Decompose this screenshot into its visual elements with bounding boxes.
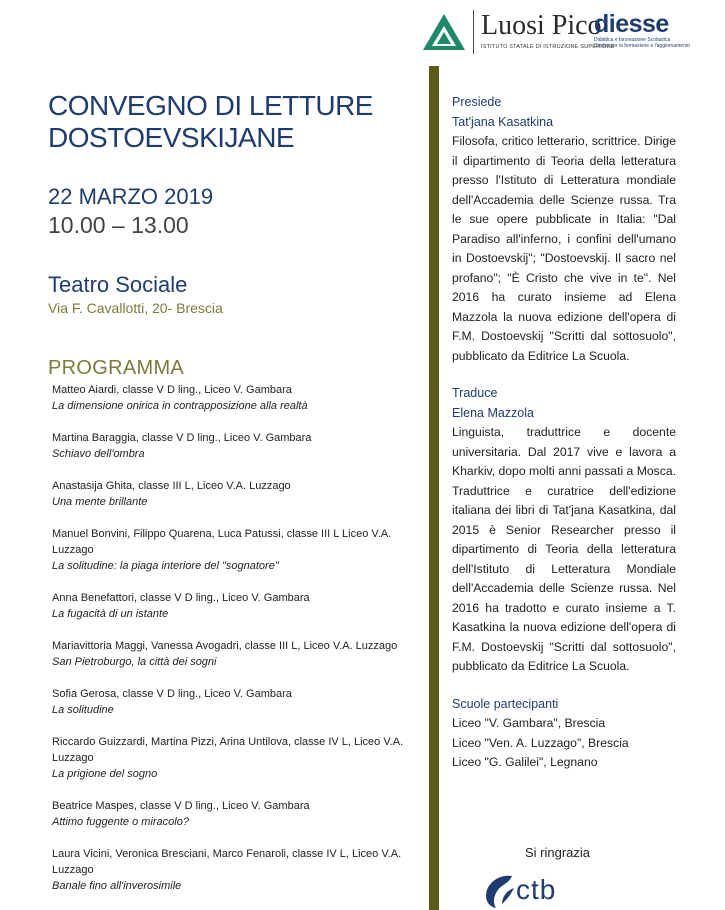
program-title: La dimensione onirica in contrapposizione alla realtà xyxy=(52,400,308,412)
program-title: Attimo fuggente o miracolo? xyxy=(52,816,189,828)
luosi-pico-subtitle: ISTITUTO STATALE DI ISTRUZIONE SUPERIORE xyxy=(481,44,615,50)
diesse-tagline-1: Didattica e Innovazione Scolastica xyxy=(594,37,671,43)
school-item: Liceo "G. Galilei", Legnano xyxy=(452,755,598,769)
diesse-logo xyxy=(594,12,716,52)
luosi-pico-logo xyxy=(421,10,615,54)
list-item xyxy=(52,382,422,414)
list-item xyxy=(52,478,422,510)
program-authors: Mariavittoria Maggi, Vanessa Avogadri, classe III L, Liceo V.A. Luzzago xyxy=(52,640,398,652)
list-item xyxy=(52,430,422,462)
luosi-pico-name: Luosi Pico xyxy=(481,10,602,41)
thanks-label: Si ringrazia xyxy=(525,845,591,860)
event-time: 10.00 – 13.00 xyxy=(48,212,189,238)
program-title: San Pietroburgo, la città dei sogni xyxy=(52,656,217,668)
list-item xyxy=(52,734,422,782)
ctb-logo xyxy=(482,872,592,910)
list-item xyxy=(52,798,422,830)
list-item xyxy=(52,590,422,622)
list-item xyxy=(52,638,422,670)
triangle-logo-icon xyxy=(421,12,467,52)
program-authors: Manuel Bonvini, Filippo Quarena, Luca Patussi, classe III L Liceo V.A. Luzzago xyxy=(52,528,392,556)
program-title: La fugacità di un istante xyxy=(52,608,169,620)
program-title: La prigione del sogno xyxy=(52,768,158,780)
presiede-bio: Filosofa, critico letterario, scrittrice. Dirige il dipartimento di Teoria della letteratura presso l'Istituto di Letteratura mondiale dell'Accademia delle Scienze russa. Tra le sue opere pubblicate in Italia: "Dal Paradiso all'inferno, i confini dell'umano in Dostoevskij"; "Dostoevskij. Il sacro nel profano"; "È Cristo che vive in te". Nel 2016 ha curato insieme ad Elena Mazzola la nuova edizione dell'opera di F.M. Dostoevskij "Scritti dal sottosuolo", pubblicato da Editrice La Scuola. xyxy=(452,134,676,363)
list-item xyxy=(52,686,422,718)
program-authors: Riccardo Guizzardi, Martina Pizzi, Arina Untilova, classe IV L, Liceo V.A. Luzzago xyxy=(52,736,404,764)
programma-list xyxy=(52,382,422,910)
diesse-tagline-2: Centro per la formazione e l'aggiornamento xyxy=(594,43,691,49)
program-authors: Laura Vicini, Veronica Bresciani, Marco Fenaroli, classe IV L, Liceo V.A. Luzzago xyxy=(52,848,402,876)
event-address: Via F. Cavallotti, 20- Brescia xyxy=(48,300,223,316)
diesse-name: diesse xyxy=(594,10,669,38)
logo-separator xyxy=(473,10,474,54)
scuole-heading: Scuole partecipanti xyxy=(452,696,559,711)
column-divider xyxy=(429,66,439,910)
list-item xyxy=(52,846,422,894)
traduce-heading: Traduce xyxy=(452,386,498,400)
list-item xyxy=(52,526,422,574)
program-authors: Anastasija Ghita, classe III L, Liceo V.A. Luzzago xyxy=(52,480,291,492)
presiede-heading: Presiede xyxy=(452,95,502,109)
event-title: CONVEGNO DI LETTURE DOSTOEVSKIJANE xyxy=(48,90,373,153)
presiede-name: Tat'jana Kasatkina xyxy=(452,114,554,129)
school-item: Liceo "V. Gambara", Brescia xyxy=(452,716,606,730)
speakers-column xyxy=(452,93,676,773)
program-authors: Martina Baraggia, classe V D ling., Liceo V. Gambara xyxy=(52,432,312,444)
traduce-bio: Linguista, traduttrice e docente universitaria. Dal 2017 vive e lavora a Kharkiv, dopo molti anni passati a Mosca. Traduttrice e curatrice dell'edizione italiana dei libri di Tat'jana Kasatkina, dal 2015 è Senior Researcher presso il dipartimento di Teoria della letteratura dell'Istituto di Letteratura Mondiale dell'Accademia delle Scienze russa. Nel 2016 ha tradotto e curato insieme a T. Kasatkina la nuova edizione dell'opera di F.M. Dostoevskij "Scritti dal sottosuolo", pubblicato da Editrice La Scuola. xyxy=(452,425,676,673)
ctb-mark-icon xyxy=(482,872,516,910)
event-date: 22 MARZO 2019 xyxy=(48,184,214,209)
school-item: Liceo "Ven. A. Luzzago", Brescia xyxy=(452,735,629,750)
programma-heading: PROGRAMMA xyxy=(48,357,185,379)
event-venue: Teatro Sociale xyxy=(48,272,188,297)
program-authors: Anna Benefattori, classe V D ling., Liceo V. Gambara xyxy=(52,592,310,604)
program-title: Una mente brillante xyxy=(52,496,148,508)
program-authors: Matteo Aiardi, classe V D ling., Liceo V. Gambara xyxy=(52,384,292,396)
program-authors: Beatrice Maspes, classe V D ling., Liceo V. Gambara xyxy=(52,800,310,812)
program-title: Banale fino all'inverosimile xyxy=(52,880,182,892)
ctb-name: ctb xyxy=(516,874,557,905)
program-title: La solitudine: la piaga interiore del "sognatore" xyxy=(52,560,279,572)
traduce-name: Elena Mazzola xyxy=(452,405,534,420)
program-title: La solitudine xyxy=(52,704,114,716)
program-title: Schiavo dell'ombra xyxy=(52,448,145,460)
program-authors: Sofia Gerosa, classe V D ling., Liceo V. Gambara xyxy=(52,688,292,700)
